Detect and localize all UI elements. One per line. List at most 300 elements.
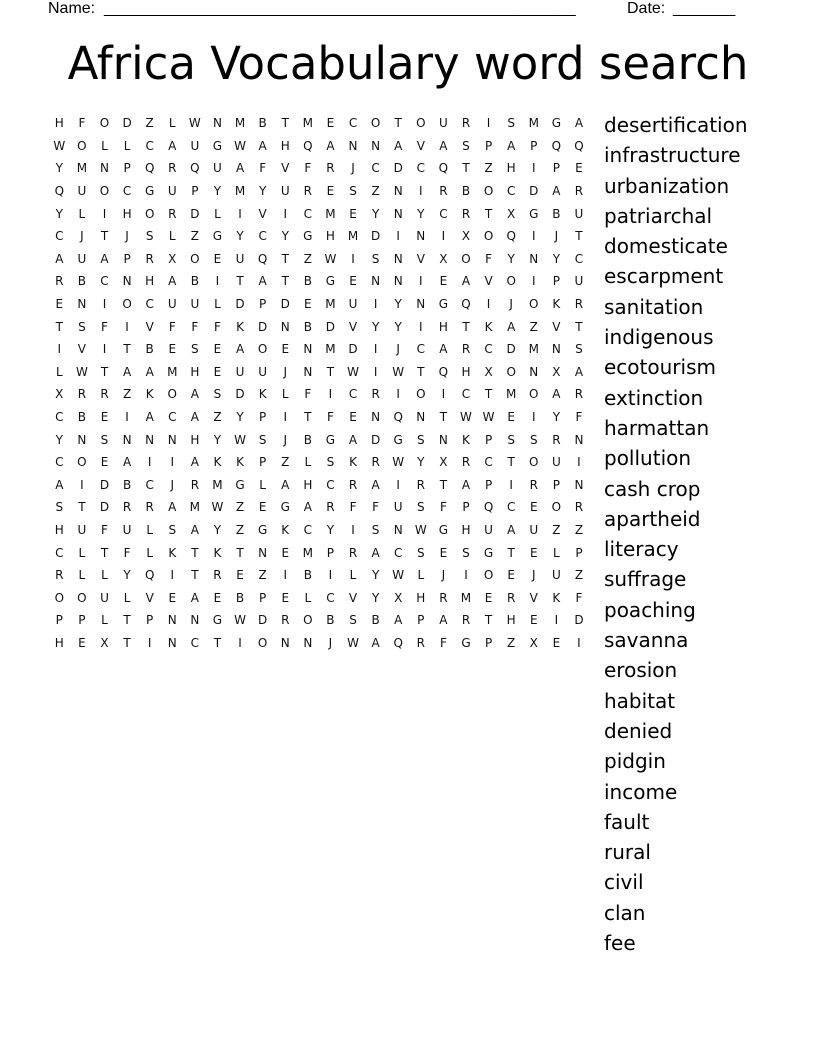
grid-letter: B — [303, 432, 312, 447]
grid-letter: L — [417, 568, 425, 583]
grid-letter: W — [188, 116, 201, 131]
word-list-item: pidgin — [604, 749, 666, 774]
grid-letter: R — [574, 184, 584, 199]
grid-letter: M — [212, 477, 223, 492]
grid-letter: C — [258, 229, 267, 244]
grid-letter: D — [574, 613, 584, 628]
grid-letter: B — [326, 613, 335, 628]
grid-letter: D — [529, 184, 539, 199]
grid-letter: Y — [281, 229, 289, 244]
grid-letter: K — [236, 455, 244, 470]
grid-letter: I — [238, 206, 242, 221]
grid-letter: E — [213, 342, 222, 357]
grid-letter: A — [552, 387, 561, 402]
grid-letter: J — [170, 477, 175, 492]
grid-letter: L — [553, 545, 560, 560]
grid-letter: O — [77, 138, 87, 153]
grid-letter: U — [213, 161, 222, 176]
grid-letter: A — [507, 138, 516, 153]
word-list-item: indigenous — [604, 325, 714, 350]
grid-letter: Q — [393, 410, 403, 425]
grid-letter: R — [461, 455, 471, 470]
grid-letter: O — [77, 455, 87, 470]
grid-letter: O — [483, 229, 494, 244]
word-list-item: apartheid — [604, 506, 701, 531]
grid-letter: Z — [235, 522, 245, 537]
grid-letter: Y — [371, 568, 380, 583]
grid-letter: I — [147, 635, 152, 650]
grid-row — [48, 135, 592, 158]
grid-letter: Z — [281, 455, 290, 470]
grid-letter: T — [462, 319, 470, 334]
grid-letter: S — [507, 116, 515, 131]
grid-letter: I — [125, 319, 129, 334]
grid-letter: Q — [144, 568, 155, 583]
grid-letter: I — [419, 319, 423, 334]
grid-letter: O — [529, 455, 539, 470]
grid-letter: X — [439, 455, 448, 470]
word-list-item: urbanization — [604, 173, 730, 198]
grid-letter: C — [100, 274, 109, 289]
grid-letter: K — [552, 297, 561, 312]
grid-letter: A — [190, 522, 199, 537]
grid-letter: T — [123, 635, 131, 650]
grid-letter: H — [122, 206, 132, 221]
grid-letter: V — [416, 251, 425, 266]
grid-letter: X — [529, 635, 538, 650]
grid-letter: T — [462, 161, 470, 176]
grid-letter: C — [303, 206, 313, 221]
grid-letter: X — [394, 590, 403, 605]
word-list-item: clan — [604, 900, 646, 925]
grid-letter: F — [101, 319, 108, 334]
grid-letter: P — [484, 432, 493, 447]
grid-letter: F — [575, 410, 583, 425]
grid-letter: A — [394, 138, 403, 153]
grid-letter: E — [55, 297, 64, 312]
grid-letter: E — [349, 410, 357, 425]
grid-letter: I — [102, 297, 107, 312]
grid-row — [48, 157, 592, 180]
word-list-item: desertification — [604, 113, 748, 137]
grid-letter: Q — [438, 161, 449, 176]
grid-letter: S — [213, 387, 222, 402]
word-list-item: harmattan — [604, 415, 710, 440]
grid-letter: S — [326, 455, 335, 470]
grid-letter: Q — [54, 184, 65, 199]
grid-letter: N — [416, 410, 426, 425]
grid-letter: T — [326, 364, 335, 379]
grid-letter: L — [214, 206, 221, 221]
grid-letter: O — [416, 116, 426, 131]
grid-letter: X — [461, 229, 471, 244]
grid-letter: J — [80, 229, 84, 244]
grid-letter: I — [283, 410, 287, 425]
grid-row — [48, 338, 592, 361]
grid-letter: A — [100, 251, 109, 266]
grid-letter: R — [281, 613, 290, 628]
grid-letter: K — [236, 319, 244, 334]
grid-letter: G — [212, 613, 223, 628]
grid-letter: T — [78, 500, 86, 515]
grid-letter: K — [484, 319, 493, 334]
grid-row — [48, 270, 592, 293]
grid-letter: N — [371, 274, 381, 289]
grid-letter: V — [348, 590, 358, 605]
grid-letter: I — [238, 635, 242, 650]
grid-letter: K — [349, 455, 357, 470]
grid-letter: I — [351, 522, 355, 537]
grid-letter: Z — [574, 522, 584, 537]
grid-letter: O — [144, 206, 155, 221]
grid-letter: T — [281, 251, 289, 266]
grid-letter: D — [122, 116, 132, 131]
grid-letter: A — [258, 138, 267, 153]
grid-letter: O — [461, 251, 471, 266]
grid-letter: S — [416, 500, 425, 515]
grid-letter: G — [303, 229, 313, 244]
grid-letter: P — [552, 477, 560, 492]
grid-letter: P — [146, 613, 154, 628]
grid-letter: L — [146, 545, 154, 560]
grid-letter: J — [441, 568, 446, 583]
grid-letter: G — [145, 184, 155, 199]
grid-letter: L — [349, 568, 357, 583]
grid-letter: I — [509, 477, 513, 492]
grid-letter: Z — [122, 387, 132, 402]
grid-letter: I — [170, 568, 175, 583]
grid-letter: A — [190, 410, 199, 425]
grid-letter: D — [190, 206, 200, 221]
grid-letter: T — [575, 229, 583, 244]
grid-letter: H — [190, 364, 200, 379]
grid-letter: I — [328, 387, 333, 402]
grid-letter: E — [281, 590, 290, 605]
grid-letter: I — [464, 568, 468, 583]
grid-letter: C — [348, 387, 358, 402]
grid-letter: P — [484, 635, 493, 650]
grid-letter: I — [419, 184, 423, 199]
grid-letter: P — [259, 590, 267, 605]
grid-letter: R — [168, 206, 177, 221]
grid-letter: Y — [552, 251, 561, 266]
grid-letter: A — [574, 116, 584, 131]
grid-letter: V — [145, 319, 154, 334]
grid-letter: C — [416, 342, 425, 357]
grid-letter: K — [281, 522, 290, 537]
grid-letter: A — [168, 274, 177, 289]
grid-letter: A — [145, 410, 154, 425]
grid-letter: N — [167, 635, 177, 650]
grid-letter: A — [574, 364, 584, 379]
grid-letter: C — [55, 229, 64, 244]
grid-letter: W — [234, 138, 246, 153]
grid-letter: M — [325, 342, 336, 357]
grid-letter: U — [484, 522, 493, 537]
grid-letter: S — [371, 522, 380, 537]
grid-letter: X — [507, 206, 516, 221]
grid-letter: N — [190, 613, 200, 628]
grid-letter: Y — [236, 410, 244, 425]
grid-letter: L — [78, 206, 86, 221]
grid-letter: I — [531, 229, 536, 244]
grid-letter: H — [54, 116, 64, 131]
grid-letter: I — [441, 387, 446, 402]
grid-letter: O — [77, 590, 87, 605]
grid-letter: Y — [236, 229, 244, 244]
grid-letter: Z — [529, 319, 538, 334]
grid-letter: I — [396, 477, 400, 492]
word-list-item: fault — [604, 809, 650, 834]
grid-letter: T — [100, 229, 109, 244]
grid-letter: U — [574, 274, 584, 289]
grid-letter: R — [326, 500, 335, 515]
grid-letter: R — [461, 613, 471, 628]
grid-letter: L — [101, 568, 108, 583]
grid-letter: I — [554, 613, 559, 628]
grid-letter: M — [167, 364, 178, 379]
date-label: Date: — [627, 0, 666, 17]
grid-letter: A — [281, 477, 290, 492]
grid-letter: J — [283, 364, 287, 379]
grid-letter: Y — [417, 455, 425, 470]
grid-letter: F — [168, 319, 176, 334]
grid-letter: G — [325, 432, 336, 447]
grid-letter: N — [303, 364, 313, 379]
grid-letter: K — [462, 432, 470, 447]
grid-letter: E — [529, 500, 538, 515]
grid-letter: Z — [145, 116, 154, 131]
word-list-item: habitat — [604, 688, 676, 713]
grid-letter: O — [551, 500, 562, 515]
grid-letter: A — [168, 138, 177, 153]
grid-row — [48, 609, 592, 632]
grid-letter: A — [55, 477, 64, 492]
grid-letter: T — [507, 545, 515, 560]
grid-letter: E — [281, 545, 290, 560]
grid-letter: U — [77, 251, 87, 266]
grid-letter: I — [170, 455, 175, 470]
grid-letter: R — [574, 297, 584, 312]
grid-letter: C — [55, 455, 64, 470]
grid-letter: W — [53, 138, 66, 153]
grid-letter: R — [552, 432, 561, 447]
grid-letter: X — [439, 251, 448, 266]
grid-letter: I — [80, 477, 84, 492]
grid-letter: Z — [484, 161, 493, 176]
grid-letter: T — [213, 635, 222, 650]
grid-letter: N — [393, 522, 403, 537]
grid-letter: P — [78, 613, 86, 628]
grid-letter: D — [258, 319, 268, 334]
grid-letter: G — [280, 500, 290, 515]
grid-letter: G — [551, 116, 562, 131]
grid-letter: R — [190, 477, 200, 492]
grid-letter: C — [394, 545, 403, 560]
grid-letter: L — [101, 613, 108, 628]
grid-letter: R — [145, 251, 154, 266]
grid-letter: Q — [551, 138, 562, 153]
grid-letter: N — [393, 274, 403, 289]
grid-letter: O — [506, 274, 516, 289]
grid-letter: I — [373, 297, 378, 312]
grid-letter: Z — [213, 410, 222, 425]
grid-row — [48, 225, 592, 248]
grid-letter: E — [168, 590, 177, 605]
grid-letter: I — [531, 274, 536, 289]
grid-letter: V — [552, 319, 561, 334]
grid-letter: T — [191, 568, 199, 583]
grid-letter: Q — [483, 500, 494, 515]
grid-row — [48, 180, 592, 203]
grid-letter: F — [259, 161, 267, 176]
grid-letter: O — [167, 387, 177, 402]
grid-letter: C — [145, 477, 154, 492]
grid-letter: E — [349, 206, 357, 221]
grid-letter: R — [461, 206, 471, 221]
grid-letter: Y — [213, 522, 222, 537]
grid-letter: T — [55, 319, 63, 334]
word-list-item: erosion — [604, 658, 678, 683]
grid-letter: D — [370, 229, 381, 244]
grid-letter: M — [505, 387, 517, 402]
grid-letter: P — [417, 613, 425, 628]
grid-letter: M — [302, 545, 313, 560]
grid-letter: P — [259, 410, 267, 425]
grid-letter: X — [55, 387, 64, 402]
grid-letter: U — [551, 568, 561, 583]
grid-letter: A — [235, 161, 245, 176]
grid-letter: W — [234, 613, 246, 628]
grid-letter: O — [122, 297, 132, 312]
grid-letter: D — [235, 297, 245, 312]
grid-letter: R — [574, 387, 584, 402]
grid-letter: L — [168, 229, 176, 244]
grid-letter: T — [484, 206, 493, 221]
grid-letter: U — [122, 522, 132, 537]
grid-letter: L — [168, 116, 176, 131]
grid-letter: I — [531, 161, 536, 176]
grid-letter: I — [283, 206, 287, 221]
grid-letter: H — [303, 477, 313, 492]
grid-letter: R — [416, 477, 425, 492]
grid-letter: N — [574, 477, 584, 492]
grid-letter: L — [304, 455, 312, 470]
grid-letter: H — [190, 432, 200, 447]
word-list-item: income — [604, 779, 678, 804]
grid-letter: D — [348, 342, 358, 357]
grid-letter: B — [258, 116, 267, 131]
grid-letter: S — [145, 229, 154, 244]
grid-letter: A — [190, 387, 199, 402]
grid-letter: D — [235, 387, 245, 402]
grid-letter: N — [393, 206, 403, 221]
grid-letter: J — [509, 297, 513, 312]
grid-letter: L — [123, 590, 131, 605]
grid-letter: Y — [507, 251, 515, 266]
grid-row — [48, 451, 592, 474]
grid-letter: U — [235, 364, 245, 379]
grid-letter: C — [168, 410, 177, 425]
grid-letter: T — [304, 410, 312, 425]
grid-letter: S — [168, 522, 177, 537]
grid-letter: C — [303, 522, 313, 537]
grid-letter: S — [416, 545, 425, 560]
grid-letter: W — [234, 432, 246, 447]
grid-letter: F — [485, 251, 493, 266]
grid-letter: U — [77, 522, 87, 537]
grid-letter: B — [552, 206, 561, 221]
grid-letter: F — [439, 500, 447, 515]
grid-letter: C — [484, 342, 493, 357]
grid-letter: N — [167, 432, 177, 447]
grid-letter: I — [396, 387, 400, 402]
grid-letter: S — [349, 613, 357, 628]
grid-letter: H — [325, 229, 335, 244]
grid-letter: N — [77, 432, 87, 447]
grid-letter: U — [348, 297, 358, 312]
grid-letter: F — [78, 116, 86, 131]
grid-letter: G — [438, 522, 449, 537]
grid-letter: K — [213, 455, 222, 470]
grid-letter: J — [125, 229, 129, 244]
grid-letter: C — [145, 297, 154, 312]
word-list-item: literacy — [604, 537, 679, 562]
grid-letter: A — [122, 455, 132, 470]
grid-letter: R — [303, 184, 312, 199]
word-list-item: sanitation — [604, 294, 704, 319]
grid-letter: M — [528, 116, 539, 131]
grid-letter: S — [529, 432, 538, 447]
grid-letter: Q — [461, 297, 471, 312]
grid-row — [48, 248, 592, 271]
grid-letter: C — [439, 206, 448, 221]
grid-letter: N — [371, 138, 381, 153]
grid-letter: B — [77, 274, 86, 289]
word-list — [604, 110, 814, 958]
grid-letter: S — [575, 342, 583, 357]
grid-letter: U — [393, 500, 403, 515]
grid-letter: L — [78, 545, 86, 560]
grid-letter: N — [280, 635, 290, 650]
grid-row — [48, 293, 592, 316]
grid-letter: H — [461, 522, 471, 537]
grid-letter: N — [167, 613, 177, 628]
grid-letter: G — [325, 274, 336, 289]
grid-letter: O — [303, 613, 313, 628]
grid-letter: A — [439, 342, 448, 357]
letter-grid — [48, 112, 592, 654]
grid-letter: E — [236, 568, 244, 583]
grid-row — [48, 315, 592, 338]
grid-letter: L — [281, 387, 289, 402]
grid-letter: G — [212, 229, 223, 244]
grid-letter: D — [506, 342, 516, 357]
grid-letter: O — [370, 116, 381, 131]
grid-letter: H — [54, 635, 64, 650]
grid-letter: G — [393, 432, 403, 447]
grid-letter: H — [506, 161, 516, 176]
grid-letter: O — [99, 116, 110, 131]
grid-letter: V — [529, 590, 538, 605]
grid-letter: Q — [144, 161, 155, 176]
grid-letter: P — [530, 138, 538, 153]
grid-letter: I — [102, 206, 107, 221]
grid-letter: A — [394, 613, 403, 628]
grid-letter: N — [77, 297, 87, 312]
grid-letter: M — [234, 116, 246, 131]
grid-letter: C — [371, 161, 380, 176]
